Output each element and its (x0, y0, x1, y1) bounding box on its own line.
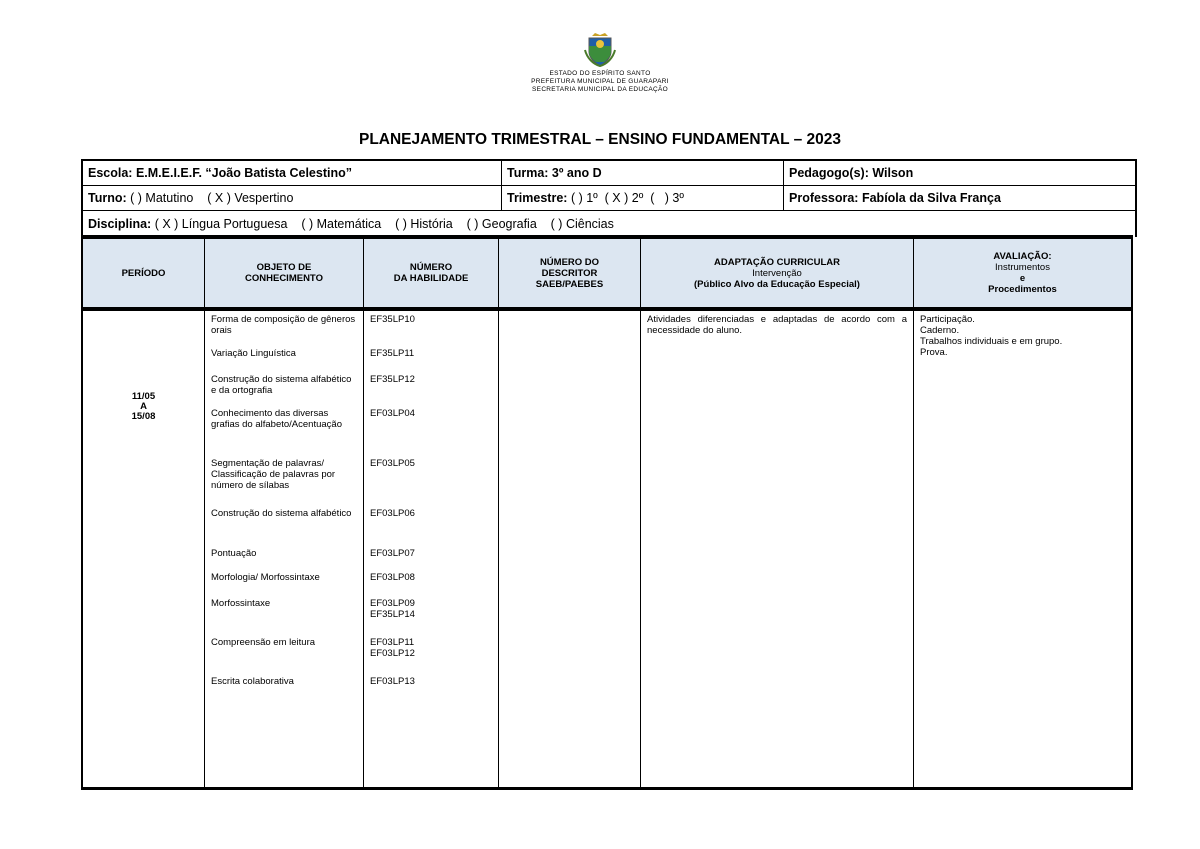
quarter-cell (501, 186, 783, 210)
info-table (81, 159, 1137, 237)
period-cell (83, 311, 204, 787)
object-item: Conhecimento das diversas grafias do alfabeto/Acentuação (211, 408, 342, 430)
skill-code: EF03LP07 (370, 548, 415, 559)
skill-code: EF03LP05 (370, 458, 415, 469)
skill-code: EF35LP10 (370, 314, 415, 325)
object-item: Segmentação de palavras/ Classificação de palavras por número de sílabas (211, 458, 336, 491)
info-row-school (83, 161, 1135, 186)
teacher-cell (783, 186, 1135, 210)
pedagogue-value: Wilson (872, 166, 914, 180)
col-evaluation-line-3: e (1019, 273, 1026, 284)
object-item: Morfossintaxe (211, 598, 271, 609)
class-value: 3º ano D (551, 166, 602, 180)
skill-code: EF03LP08 (370, 572, 415, 583)
skill-code: EF03LP09 EF35LP14 (370, 598, 415, 620)
object-item: Escrita colaborativa (211, 676, 294, 687)
subject-label: Disciplina: (88, 217, 152, 231)
object-item: Construção do sistema alfabético e da ortografia (211, 374, 352, 396)
pedagogue-cell (783, 161, 1135, 185)
adaptation-column (640, 311, 913, 787)
col-evaluation-line-2: Instrumentos (995, 262, 1050, 273)
adaptation-text: Atividades diferenciadas e adaptadas de acordo com a necessidade do aluno. (647, 314, 907, 336)
school-cell (83, 161, 501, 185)
class-cell (501, 161, 783, 185)
evaluation-item: Caderno. (920, 325, 960, 336)
col-adaptation-line-3: (Público Alvo da Educação Especial) (694, 278, 860, 290)
municipal-coat-of-arms-icon (582, 32, 618, 68)
skill-code: EF03LP06 (370, 508, 415, 519)
class-label: Turma: (507, 166, 549, 180)
descriptor-column (498, 311, 640, 787)
shift-cell (83, 186, 501, 210)
col-evaluation-line-1: AVALIAÇÃO: (993, 251, 1052, 262)
teacher-value: Fabíola da Silva França (861, 191, 1001, 205)
skill-code: EF35LP11 (370, 348, 415, 359)
subject-value: ( X ) Língua Portuguesa ( ) Matemática ( ) História ( ) Geografia ( ) Ciências (154, 217, 614, 231)
skills-column (363, 311, 498, 787)
col-object-line-1: OBJETO DE (256, 262, 312, 273)
col-adaptation-header (640, 239, 913, 307)
col-period-label: PERÍODO (121, 267, 166, 279)
skill-code: EF03LP11 EF03LP12 (370, 637, 415, 659)
object-item: Variação Linguística (211, 348, 296, 359)
col-object-line-2: CONHECIMENTO (245, 273, 323, 284)
period-end: 15/08 (131, 411, 156, 422)
secretariat-line: SECRETARIA MUNICIPAL DA EDUCAÇÃO (532, 86, 668, 93)
state-line: ESTADO DO ESPÍRITO SANTO (549, 70, 651, 77)
col-period-header (83, 239, 204, 307)
prefecture-line: PREFEITURA MUNICIPAL DE GUARAPARI (531, 78, 669, 85)
col-adaptation-line-2: Intervenção (752, 267, 802, 279)
col-evaluation-header (913, 239, 1131, 307)
planning-table (81, 235, 1133, 790)
col-descriptor-header (498, 239, 640, 307)
col-evaluation-line-4: Procedimentos (988, 284, 1057, 295)
school-label: Escola: (88, 166, 133, 180)
period-separator: A (140, 401, 147, 412)
object-item: Compreensão em leitura (211, 637, 316, 648)
evaluation-item: Prova. (920, 347, 948, 358)
col-skill-line-2: DA HABILIDADE (393, 273, 469, 284)
school-value: E.M.E.I.E.F. “João Batista Celestino” (135, 166, 352, 180)
period-start: 11/05 (131, 391, 156, 402)
evaluation-item: Trabalhos individuais e em grupo. (920, 336, 1063, 347)
planning-table-body (83, 311, 1131, 787)
pedagogue-label: Pedagogo(s): (789, 166, 869, 180)
col-descriptor-line-3: SAEB/PAEBES (535, 278, 604, 290)
col-object-header (204, 239, 363, 307)
shift-value: ( ) Matutino ( X ) Vespertino (130, 191, 294, 205)
skill-code: EF03LP04 (370, 408, 415, 419)
object-item: Construção do sistema alfabético (211, 508, 352, 519)
info-row-subject (83, 211, 1135, 237)
quarter-label: Trimestre: (507, 191, 568, 205)
subject-cell (83, 211, 1135, 237)
skill-code: EF35LP12 (370, 374, 415, 385)
col-skill-line-1: NÚMERO (409, 262, 453, 273)
evaluation-item: Participação. (920, 314, 975, 325)
skill-code: EF03LP13 (370, 676, 415, 687)
object-item: Pontuação (211, 548, 257, 559)
col-skill-header (363, 239, 498, 307)
quarter-value: ( ) 1º ( X ) 2º ( ) 3º (570, 191, 684, 205)
object-item: Morfologia/ Morfossintaxe (211, 572, 320, 583)
document-title: PLANEJAMENTO TRIMESTRAL – ENSINO FUNDAMENTAL – 2023 (358, 131, 841, 148)
info-row-shift (83, 186, 1135, 211)
object-item: Forma de composição de gêneros orais (211, 314, 356, 336)
teacher-label: Professora: (789, 191, 859, 205)
evaluation-column (913, 311, 1131, 787)
planning-table-header (83, 239, 1131, 311)
col-adaptation-line-1: ADAPTAÇÃO CURRICULAR (714, 256, 840, 268)
shift-label: Turno: (88, 191, 127, 205)
col-descriptor-line-1: NÚMERO DO (539, 256, 600, 268)
col-descriptor-line-2: DESCRITOR (541, 267, 598, 279)
institution-header (0, 70, 1200, 94)
objects-column (204, 311, 363, 787)
